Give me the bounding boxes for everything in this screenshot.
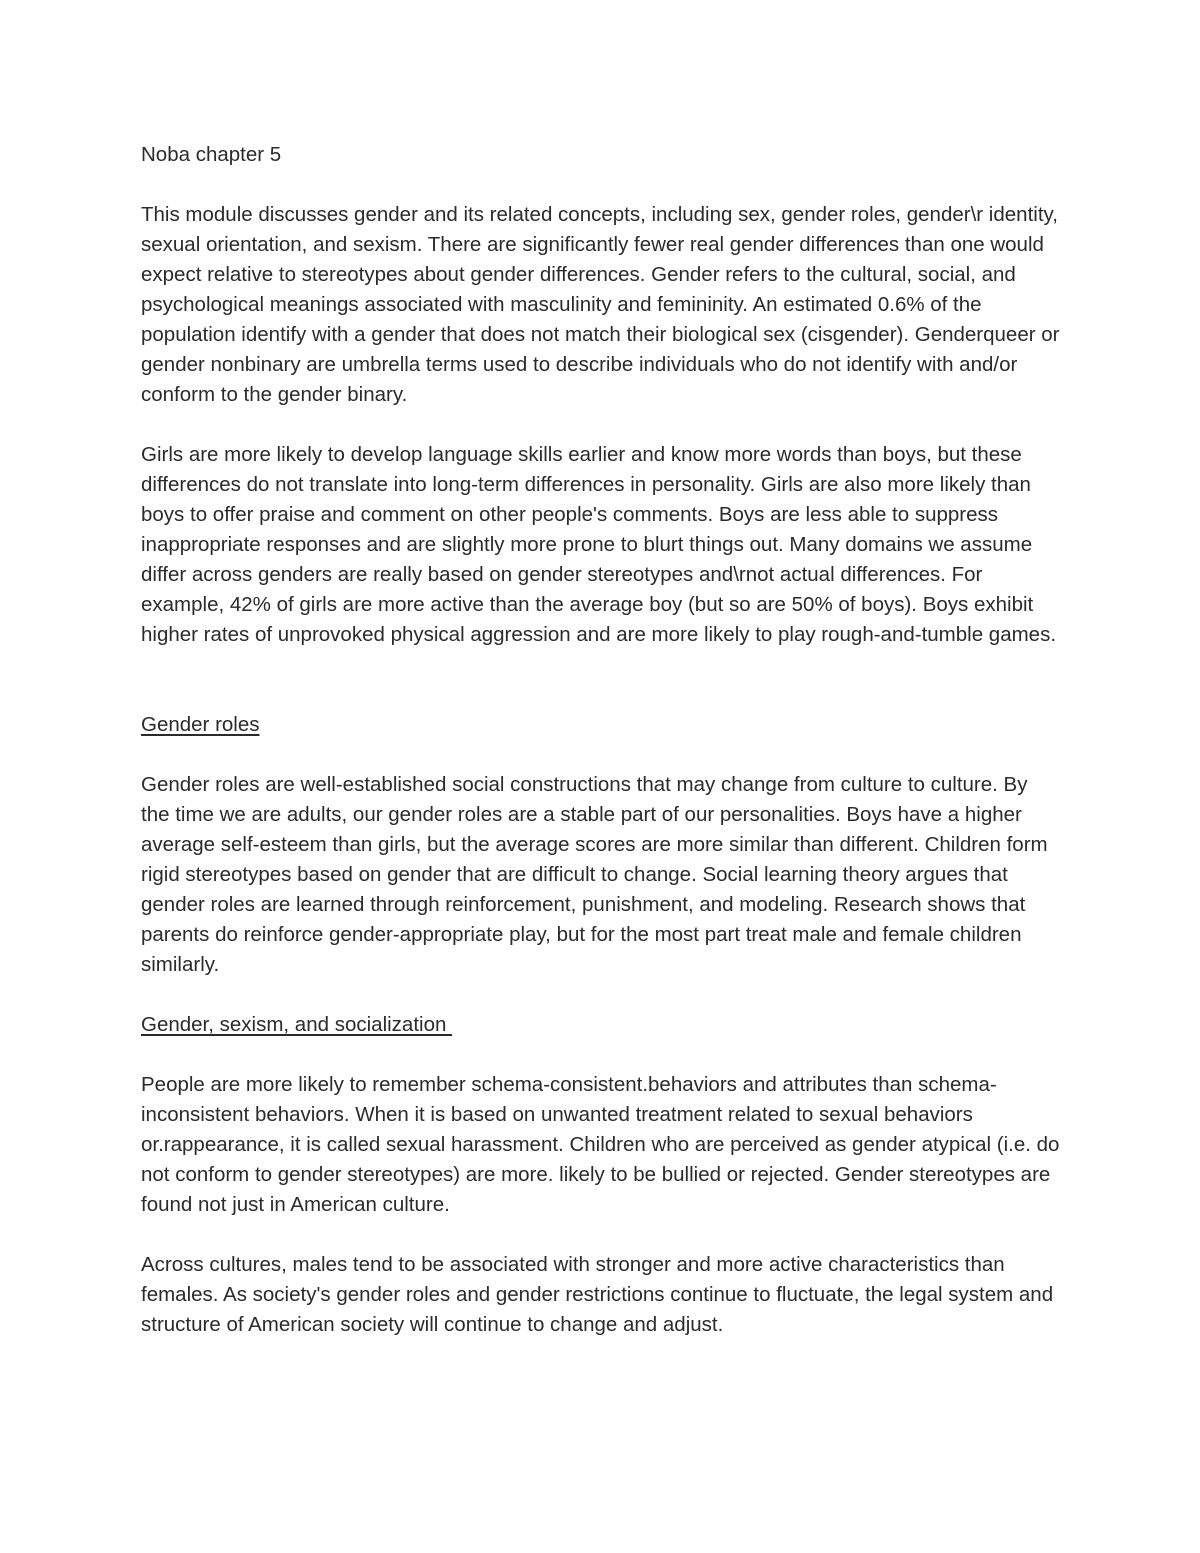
intro-paragraph-1: This module discusses gender and its related concepts, including sex, gender roles, gender\r identity, sexual orientation, and sexism. There are significantly fewer real gender differences than one would expect relative to stereotypes about gender differences. Gender refers to the cultural, social, and psychological meanings associated with masculinity and femininity. An estimated 0.6% of the population identify with a gender that does not match their biological sex (cisgender). Genderqueer or gender nonbinary are umbrella terms used to describe individuals who do not identify with and/or conform to the gender binary.: [141, 203, 1060, 406]
gender-roles-paragraph: Gender roles are well-established social constructions that may change from culture to culture. By the time we are adults, our gender roles are a stable part of our personalities. Boys have a higher average self-esteem than girls, but the average scores are more similar than different. Children form rigid stereotypes based on gender that are difficult to change. Social learning theory argues that gender roles are learned through reinforcement, punishment, and modeling. Research shows that parents do reinforce gender-appropriate play, but for the most part treat male and female children similarly.: [141, 773, 1048, 976]
section-heading-gender-roles: Gender roles: [141, 713, 260, 736]
document-body: [141, 140, 1061, 1370]
intro-paragraph-2: Girls are more likely to develop language skills earlier and know more words than boys, but these differences do not translate into long-term differences in personality. Girls are also more likely than boys to offer praise and comment on other people's comments. Boys are less able to suppress inappropriate responses and are slightly more prone to blurt things out. Many domains we assume differ across genders are really based on gender stereotypes and\rnot actual differences. For example, 42% of girls are more active than the average boy (but so are 50% of boys). Boys exhibit higher rates of unprovoked physical aggression and are more likely to play rough-and-tumble games.: [141, 443, 1057, 646]
socialization-paragraph-1: People are more likely to remember schema-consistent.behaviors and attributes than schema-inconsistent behaviors. When it is based on unwanted treatment related to sexual behaviors or.rappearance, it is called sexual harassment. Children who are perceived as gender atypical (i.e. do not conform to gender stereotypes) are more. likely to be bullied or rejected. Gender stereotypes are found not just in American culture.: [141, 1073, 1060, 1216]
socialization-paragraph-2: Across cultures, males tend to be associated with stronger and more active characteristics than females. As society's gender roles and gender restrictions continue to fluctuate, the legal system and structure of American society will continue to change and adjust.: [141, 1253, 1054, 1336]
section-heading-gender-sexism-socialization: Gender, sexism, and socialization: [141, 1013, 453, 1036]
document-title: Noba chapter 5: [141, 143, 282, 166]
